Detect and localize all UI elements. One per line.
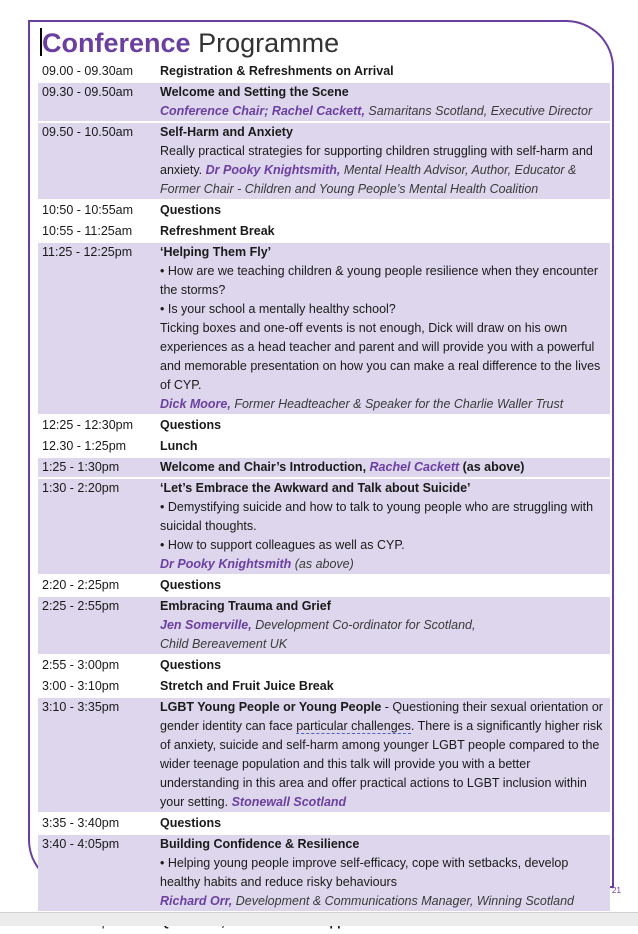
speaker-role: Development & Communications Manager, Winning Scotland	[232, 894, 574, 908]
table-row	[38, 656, 610, 677]
speaker	[160, 102, 610, 121]
row-heading: Embracing Trauma and Grief	[160, 599, 331, 613]
row-description	[160, 142, 610, 199]
row-text: Ticking boxes and one-off events is not enough, Dick will draw on his own experiences as a head teacher and parent and will provide you with a powerful and memorable presentation on how you can make a real difference to the lives of CYP.	[160, 321, 601, 392]
row-heading: ‘Helping Them Fly’	[160, 245, 272, 259]
speaker	[160, 616, 610, 635]
row-text: Really practical strategies for supporting children struggling with self-harm and anxiety.	[160, 144, 593, 177]
table-row	[38, 416, 610, 437]
row-heading: Self-Harm and Anxiety	[160, 125, 293, 139]
speaker-name: Jen Somerville,	[160, 618, 252, 632]
title-part1: Conference	[42, 28, 191, 58]
row-heading: Questions	[160, 203, 222, 217]
row-time: 3:10 - 3:35pm	[42, 700, 120, 714]
speaker-name: Richard Orr,	[160, 894, 233, 908]
row-text: . There is a significantly higher risk of anxiety, suicide and self-harm among younger LGBT people compared to the wider teenage population and this talk will provide you with a better understanding in this area and offer practical actions to LGBT inclusion within your setting.	[160, 719, 603, 809]
row-heading: Questions	[160, 658, 222, 672]
row-heading: Registration & Refreshments on Arrival	[160, 64, 394, 78]
speaker-name: Conference Chair; Rachel Cackett,	[160, 104, 365, 118]
frame-left-border	[28, 20, 30, 840]
row-heading: Welcome and Setting the Scene	[160, 85, 349, 99]
programme-table	[38, 62, 610, 934]
row-heading-text: Welcome and Chair’s Introduction,	[160, 460, 370, 474]
title-part2: Programme	[198, 28, 340, 58]
row-time: 11:25 - 12:25pm	[42, 245, 133, 259]
table-row	[38, 698, 610, 814]
speaker-role: (as above)	[291, 557, 354, 571]
table-row	[38, 597, 610, 656]
speaker-role: Former Headteacher & Speaker for the Charlie Waller Trust	[230, 397, 564, 411]
row-heading: Lunch	[160, 439, 198, 453]
page-number: 21	[612, 886, 621, 895]
row-time: 09.00 - 09.30am	[42, 64, 134, 78]
speaker-name: Dr Pooky Knightsmith,	[205, 163, 341, 177]
row-time: 2:25 - 2:55pm	[42, 599, 120, 613]
table-row	[38, 62, 610, 83]
table-row	[38, 437, 610, 458]
table-row	[38, 479, 610, 576]
speaker-name: Dick Moore,	[160, 397, 231, 411]
row-time: 1:30 - 2:20pm	[42, 481, 120, 495]
row-heading: Questions	[160, 816, 222, 830]
speaker-name: Rachel Cackett	[369, 460, 460, 474]
table-row	[38, 243, 610, 416]
row-heading-suffix: (as above)	[459, 460, 525, 474]
row-heading: LGBT Young People or Young People	[160, 700, 382, 714]
row-description	[160, 698, 610, 812]
row-time: 09.50 - 10.50am	[42, 125, 134, 139]
speaker-role: Samaritans Scotland, Executive Director	[364, 104, 593, 118]
table-row	[38, 201, 610, 222]
bullet-item: • Helping young people improve self-efficacy, cope with setbacks, develop healthy habits and reduce risky behaviours	[160, 856, 569, 889]
row-time: 10:50 - 10:55am	[42, 203, 134, 217]
bullet-item: • Demystifying suicide and how to talk to young people who are struggling with suicidal thoughts.	[160, 500, 594, 533]
window-bottom-bar	[0, 912, 638, 926]
row-heading: Building Confidence & Resilience	[160, 837, 360, 851]
table-row	[38, 222, 610, 243]
row-time: 10:55 - 11:25am	[42, 224, 133, 238]
row-text: - Questioning their sexual orientation or gender identity can face	[160, 700, 603, 733]
organisation-name: Stonewall Scotland	[231, 795, 347, 809]
row-heading: Refreshment Break	[160, 224, 275, 238]
table-row	[38, 83, 610, 123]
table-row	[38, 835, 610, 913]
speaker-role: Mental Health Advisor, Author, Educator & Former Chair - Children and Young People’s Mental Health Coalition	[160, 163, 577, 196]
page-title	[42, 27, 339, 59]
table-row	[38, 576, 610, 597]
speaker-name: Dr Pooky Knightsmith	[160, 557, 292, 571]
row-time: 2:55 - 3:00pm	[42, 658, 120, 672]
row-time: 1:25 - 1:30pm	[42, 460, 120, 474]
row-time: 3:40 - 4:05pm	[42, 837, 120, 851]
row-time: 12.30 - 1:25pm	[42, 439, 127, 453]
frame-top-border	[28, 20, 568, 22]
row-time: 3:00 - 3:10pm	[42, 679, 120, 693]
bullet-item: • Is your school a mentally healthy school?	[160, 302, 396, 316]
speaker	[160, 555, 610, 574]
speaker-role: Development Co-ordinator for Scotland,	[251, 618, 476, 632]
table-row	[38, 458, 610, 479]
row-time: 2:20 - 2:25pm	[42, 578, 120, 592]
row-heading: Stretch and Fruit Juice Break	[160, 679, 334, 693]
row-time: 12:25 - 12:30pm	[42, 418, 134, 432]
table-row	[38, 677, 610, 698]
bullet-item: • How to support colleagues as well as CYP.	[160, 538, 405, 552]
row-heading: Questions	[160, 578, 222, 592]
row-heading: Questions	[160, 418, 222, 432]
row-heading	[160, 458, 610, 477]
frame-right-border	[612, 68, 614, 888]
speaker-role-line2: Child Bereavement UK	[160, 637, 288, 651]
row-heading: ‘Let’s Embrace the Awkward and Talk about Suicide’	[160, 481, 471, 495]
row-time: 09.30 - 09.50am	[42, 85, 134, 99]
speaker	[160, 395, 610, 414]
table-row	[38, 123, 610, 201]
speaker	[160, 892, 610, 911]
row-time: 3:35 - 3:40pm	[42, 816, 120, 830]
bullet-item: • How are we teaching children & young people resilience when they encounter the storms?	[160, 264, 598, 297]
spellcheck-underline-text: particular challenges	[296, 719, 411, 733]
table-row	[38, 814, 610, 835]
